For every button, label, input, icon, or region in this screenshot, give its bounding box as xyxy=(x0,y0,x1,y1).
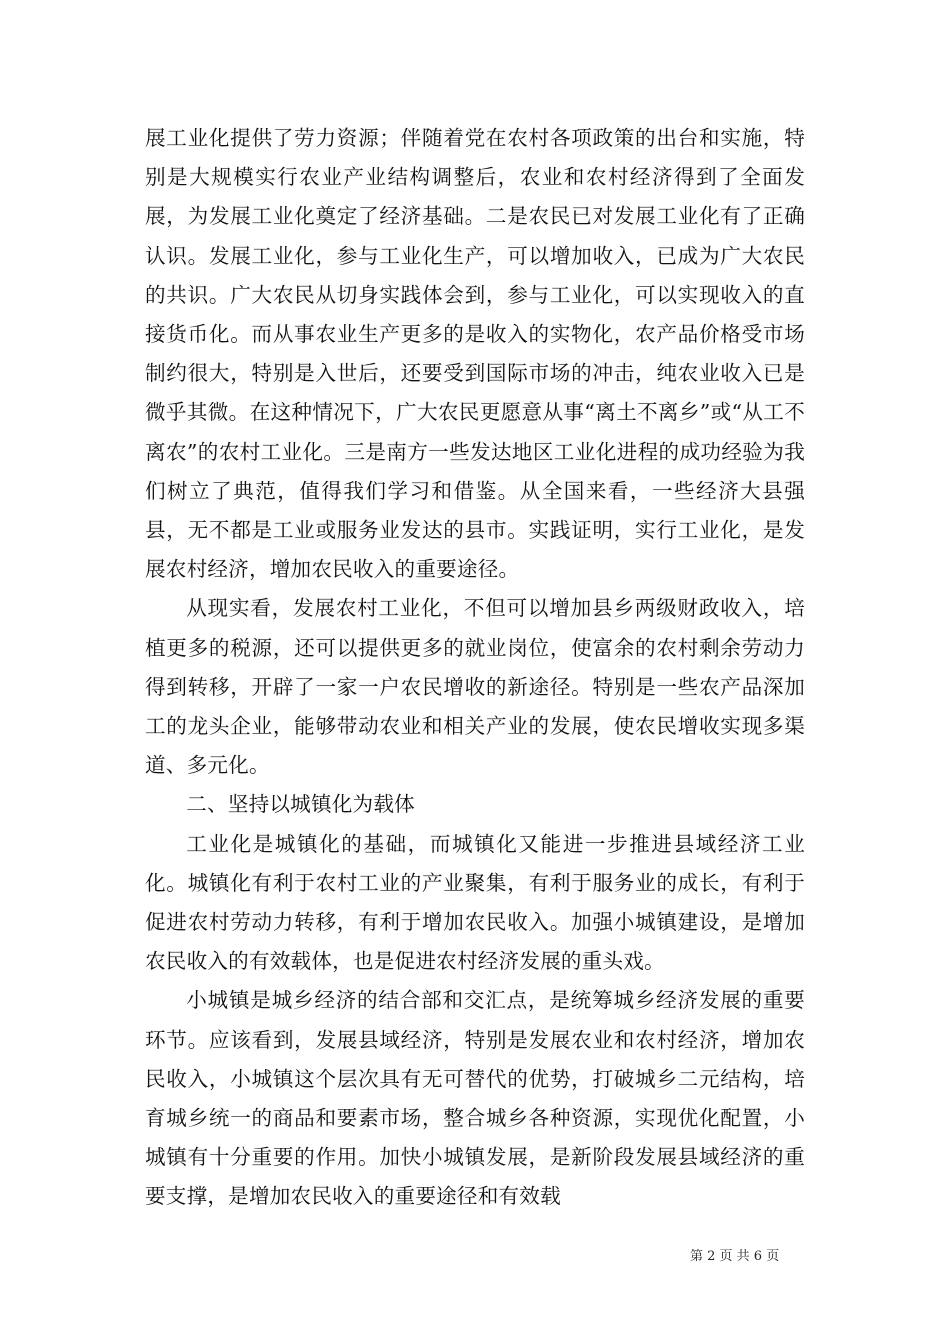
page-number: 第 2 页 共 6 页 xyxy=(690,1249,780,1264)
document-body xyxy=(145,119,805,1217)
body-paragraph: 小城镇是城乡经济的结合部和交汇点，是统筹城乡经济发展的重要环节。应该看到，发展县域经济，特别是发展农业和农村经济，增加农民收入，小城镇这个层次具有无可替代的优势，打破城乡二元结构，培育城乡统一的商品和要素市场，整合城乡各种资源，实现优化配置，小城镇有十分重要的作用。加快小城镇发展，是新阶段发展县域经济的重要支撑，是增加农民收入的重要途径和有效载 xyxy=(145,988,805,1209)
body-paragraph: 展工业化提供了劳力资源；伴随着党在农村各项政策的出台和实施，特别是大规模实行农业产业结构调整后，农业和农村经济得到了全面发展，为发展工业化奠定了经济基础。二是农民已对发展工业化有了正确认识。发展工业化，参与工业化生产，可以增加收入，已成为广大农民的共识。广大农民从切身实践体会到，参与工业化，可以实现收入的直接货币化。而从事农业生产更多的是收入的实物化，农产品价格受市场制约很大，特别是入世后，还要受到国际市场的冲击，纯农业收入已是微乎其微。在这种情况下，广大农民更愿意从事“离土不离乡”或“从工不离农”的农村工业化。三是南方一些发达地区工业化进程的成功经验为我们树立了典范，值得我们学习和借鉴。从全国来看，一些经济大县强县，无不都是工业或服务业发达的县市。实践证明，实行工业化，是发展农村经济，增加农民收入的重要途径。 xyxy=(145,126,805,582)
body-paragraph: 从现实看，发展农村工业化，不但可以增加县乡两级财政收入，培植更多的税源，还可以提供更多的就业岗位，使富余的农村剩余劳动力得到转移，开辟了一家一户农民增收的新途径。特别是一些农产品深加工的龙头企业，能够带动农业和相关产业的发展，使农民增收实现多渠道、多元化。 xyxy=(145,596,805,778)
body-paragraph: 工业化是城镇化的基础，而城镇化又能进一步推进县域经济工业化。城镇化有利于农村工业的产业聚集，有利于服务业的成长，有利于促进农村劳动力转移，有利于增加农民收入。加强小城镇建设，是增加农民收入的有效载体，也是促进农村经济发展的重头戏。 xyxy=(145,831,805,974)
section-heading: 二、坚持以城镇化为载体 xyxy=(186,792,415,817)
